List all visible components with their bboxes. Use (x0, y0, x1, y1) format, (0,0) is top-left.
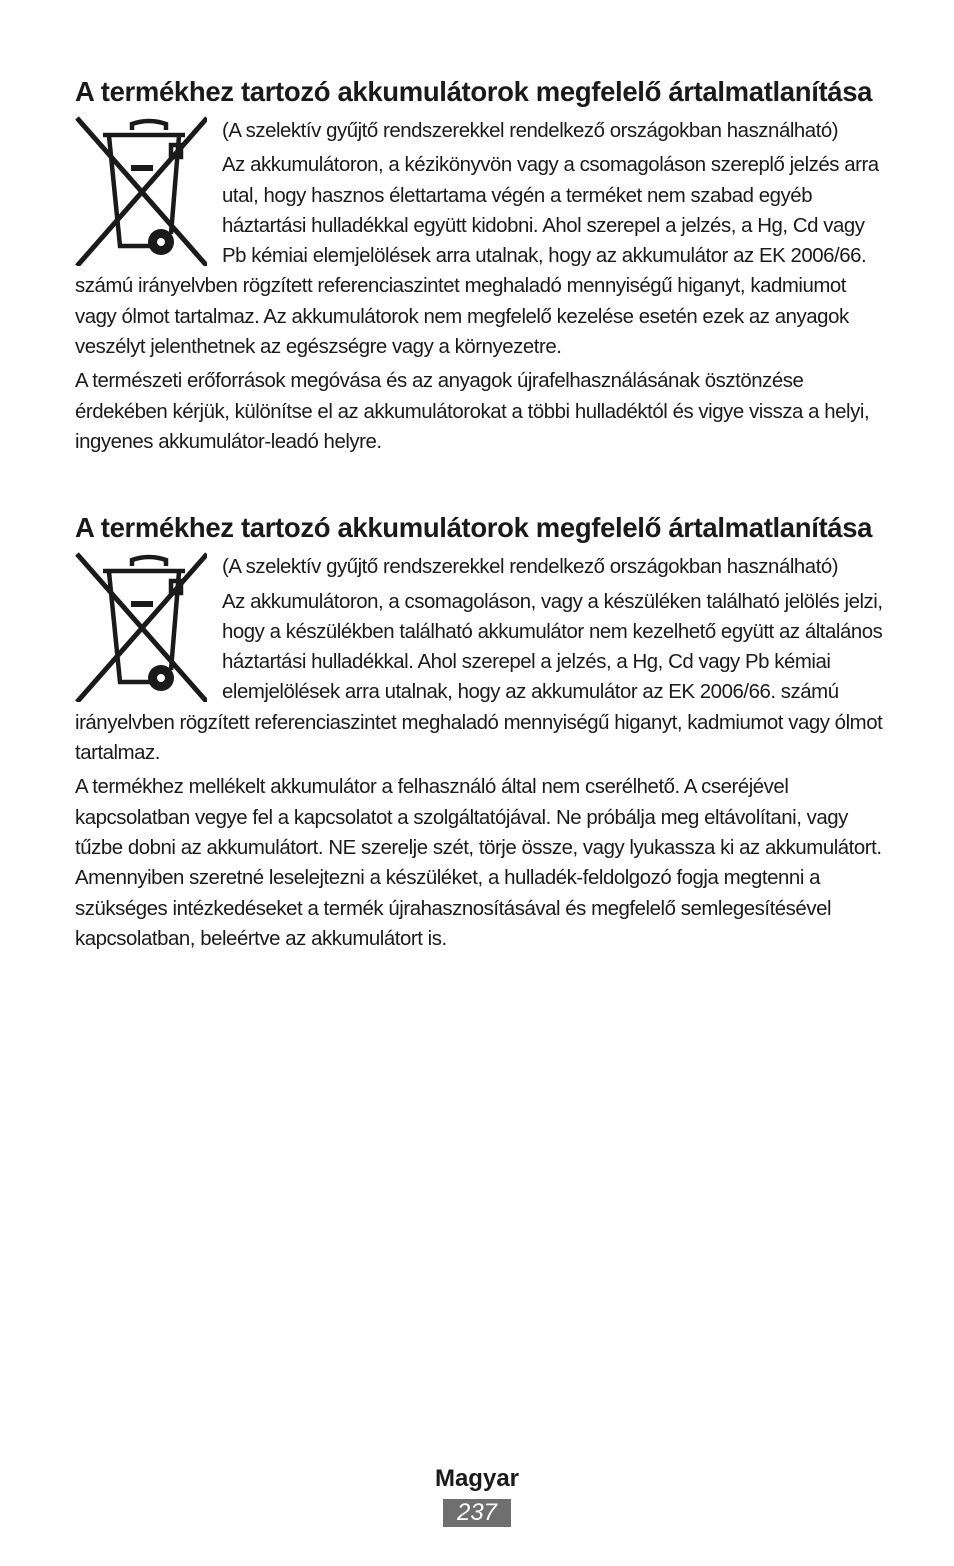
section-heading: A termékhez tartozó akkumulátorok megfelelő ártalmatlanítása (75, 76, 873, 107)
battery-disposal-section-1 (75, 74, 885, 461)
section-note: (A szelektív gyűjtő rendszerekkel rendelkező országokban használható) (222, 556, 839, 579)
section-paragraph: A termékhez mellékelt akkumulátor a felhasználó által nem cserélhető. A cseréjével kapcsolatban vegye fel a kapcsolatot a szolgáltatójával. Ne próbálja meg eltávolítani, vagy tűzbe dobni az akkumulátort. NE szerelje szét, törje össze, vagy lyukassza ki az akkumulátort. Amennyiben szeretné leselejtezni a készüléket, a hulladék-feldolgozó fogja megtenni a szükséges intézkedéseket a termék újrahasznosításával és megfelelő semlegesítésével kapcsolatban, beleértve az akkumulátort is. (75, 776, 882, 950)
document-page (75, 74, 885, 958)
section-note: (A szelektív gyűjtő rendszerekkel rendelkező országokban használható) (222, 120, 839, 142)
footer-language: Magyar (434, 1465, 520, 1492)
section-paragraph: A természeti erőforrások megóvása és az anyagok újrafelhasználásának ösztönzése érdekében kérjük, különítse el az akkumulátorokat a többi hulladéktól és vigye vissza a helyi, ingyenes akkumulátor-leadó helyre. (75, 370, 870, 453)
battery-disposal-section-2 (75, 510, 885, 958)
crossed-out-wheelie-bin-icon (75, 116, 207, 266)
page-footer (0, 1463, 954, 1527)
section-paragraph: Az akkumulátoron, a csomagoláson, vagy a készüléken található jelölés jelzi, hogy a készülékben található akkumulátor nem kezelhető együtt az általános háztartási hulladékkal. Ahol szerepel a jelzés, a Hg, Cd vagy Pb kémiai elemjelölések arra utalnak, hogy az akkumulátor az EK 2006/66. számú irányelvben rögzített referenciaszintet meghaladó mennyiségű higanyt, kadmiumot vagy ólmot tartalmaz. (75, 590, 883, 765)
crossed-out-wheelie-bin-icon (75, 552, 207, 702)
section-paragraph: Az akkumulátoron, a kézikönyvön vagy a csomagoláson szereplő jelzés arra utal, hogy hasznos élettartama végén a terméket nem szabad egyéb háztartási hulladékkal együtt kidobni. Ahol szerepel a jelzés, a Hg, Cd vagy Pb kémiai elemjelölések arra utalnak, hogy az akkumulátor az EK 2006/66. számú irányelvben rögzített referenciaszintet meghaladó mennyiségű higanyt, kadmiumot vagy ólmot tartalmaz. Az akkumulátorok nem megfelelő kezelése esetén ezek az anyagok veszélyt jelenthetnek az egészségre vagy a környezetre. (75, 154, 879, 359)
section-heading: A termékhez tartozó akkumulátorok megfelelő ártalmatlanítása (75, 512, 873, 544)
page-number: 237 (443, 1499, 511, 1527)
